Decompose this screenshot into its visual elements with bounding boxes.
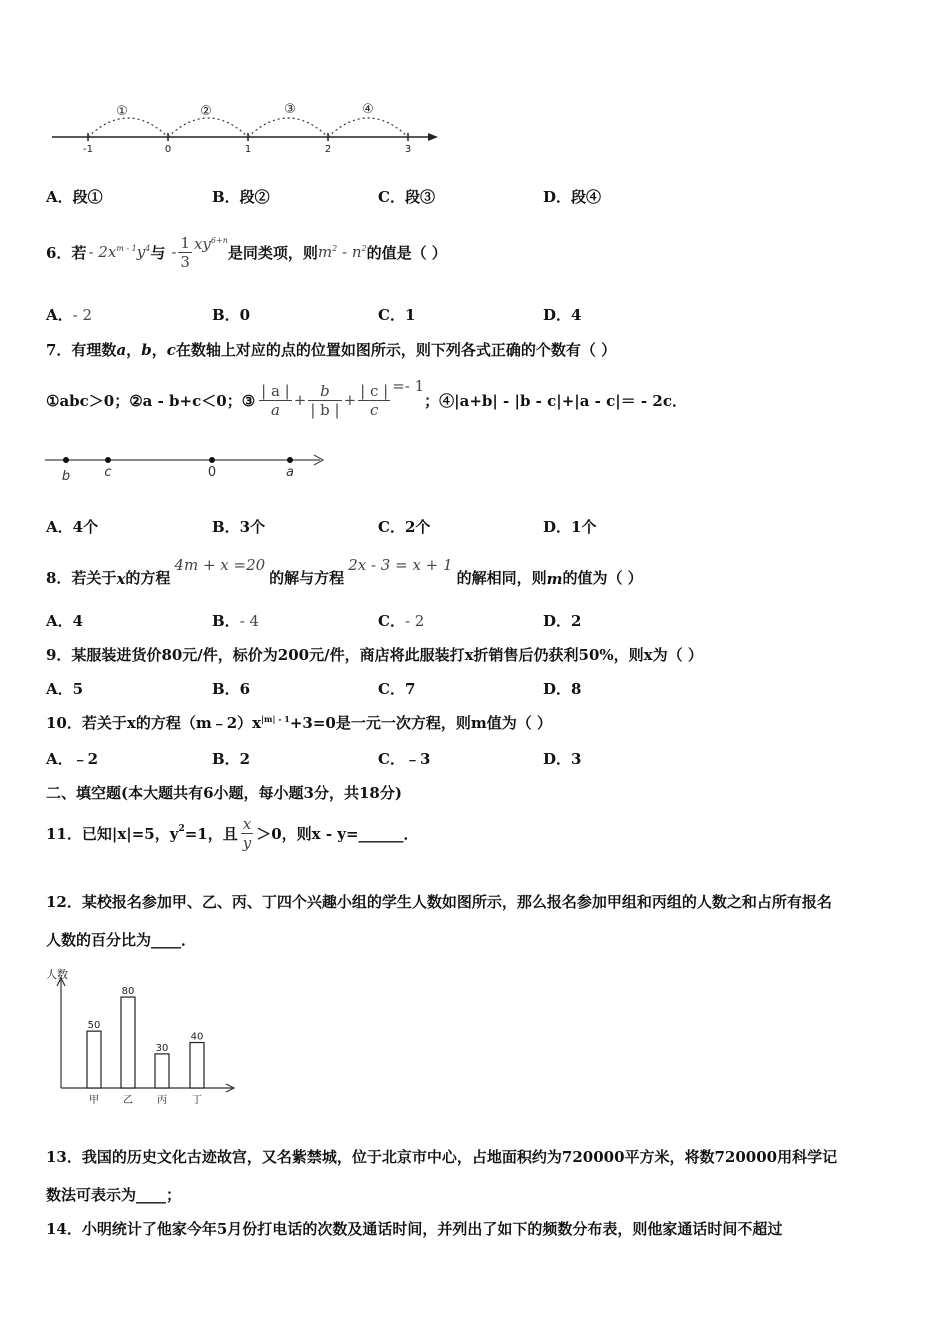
point-c xyxy=(105,457,111,463)
statements-1-3: ①abc＞0；②a - b+c＜0；③ xyxy=(46,391,256,410)
frac-2-denominator: | b | xyxy=(310,400,340,419)
tick-label: 1 xyxy=(244,144,252,155)
frac-1-denominator: a xyxy=(270,400,280,419)
frac-1-numerator: | a | xyxy=(261,381,290,400)
question-14-line-1: 14．小明统计了他家今年5月份打电话的次数及通话时间，并列出了如下的频数分布表，则他家通话时间不超过 xyxy=(46,1220,783,1238)
option-c: C．- 2 xyxy=(378,612,425,630)
expr-minus: - xyxy=(337,243,352,261)
bar-丁 xyxy=(190,1043,204,1088)
tick-label: 0 xyxy=(164,144,172,155)
option-b: B．段② xyxy=(212,188,270,206)
bar-丙 xyxy=(155,1054,169,1088)
question-13-line-2: 数法可表示为____； xyxy=(46,1186,182,1204)
exponent: |m| - 1 xyxy=(261,714,290,724)
question-7-statements xyxy=(46,370,687,430)
tick-label: -1 xyxy=(83,144,93,155)
segment-label: ③ xyxy=(284,102,296,117)
category-label: 乙 xyxy=(123,1095,133,1106)
question-7-stem: 7．有理数a，b，c在数轴上对应的点的位置如图所示，则下列各式正确的个数有（ ） xyxy=(46,341,617,359)
question-6-conjunction: 与 xyxy=(150,243,166,262)
fraction-numerator: 1 xyxy=(180,233,190,252)
option-c: C．7 xyxy=(378,680,416,698)
question-8: 8．若关于 x 的方程 4m + x =20 的解与方程 2x - 3 = x + 1 的解相同，则 m 的值为（ ） xyxy=(46,556,643,588)
bar-甲 xyxy=(87,1031,101,1088)
option-c: C．﹣3 xyxy=(378,750,431,768)
axis-arrow xyxy=(428,133,438,141)
option-a: A．5 xyxy=(46,680,84,698)
option-d: D．2 xyxy=(543,612,582,630)
option-b: B．3个 xyxy=(212,518,266,536)
question-6-prefix: 6．若 xyxy=(46,243,87,262)
category-label: 甲 xyxy=(89,1095,99,1106)
term-2: xy xyxy=(193,235,211,253)
question-9: 9．某服装进货价80元/件，标价为200元/件，商店将此服装打x折销售后仍获利50%，则x为（ ） xyxy=(46,646,703,664)
expr-m-exponent: 2 xyxy=(332,244,338,253)
statement-4: ；④|a+b| - |b - c|+|a - c|＝ - 2c． xyxy=(424,391,687,410)
option-b: B．6 xyxy=(212,680,251,698)
arc-4 xyxy=(328,118,408,137)
frac-3-denominator: c xyxy=(369,400,379,419)
fraction-denominator: 3 xyxy=(180,252,190,271)
equals-value: =- 1 xyxy=(392,377,425,395)
label-0: 0 xyxy=(207,465,217,480)
segment-label: ① xyxy=(116,104,128,119)
bar-value-label: 50 xyxy=(87,1020,101,1032)
segment-label: ④ xyxy=(362,102,374,117)
option-a: A．4个 xyxy=(46,518,99,536)
bar-value-label: 30 xyxy=(155,1042,169,1054)
question-6 xyxy=(46,222,447,282)
equation-1: 4m + x =20 xyxy=(174,556,266,574)
question-12-line-1: 12．某校报名参加甲、乙、丙、丁四个兴趣小组的学生人数如图所示，那么报名参加甲组和丙组的人数之和占所有报名 xyxy=(46,893,832,911)
option-d: D．1个 xyxy=(543,518,597,536)
term-1-y-exponent: 4 xyxy=(145,244,151,253)
abc-number-line-figure xyxy=(40,448,340,486)
option-d: D．3 xyxy=(543,750,582,768)
question-10: 10．若关于x的方程$(m﹣2)x^{|m| - 1}+3=0$是一元一次方程，则m值为（ ） xyxy=(46,714,552,732)
var-m: m xyxy=(546,570,563,588)
label-a: a xyxy=(286,465,294,480)
question-12-line-2: 人数的百分比为____． xyxy=(46,931,197,949)
option-d: D．4 xyxy=(543,306,582,324)
option-a: A．﹣2 xyxy=(46,750,99,768)
arc-1 xyxy=(88,118,168,137)
tick-label: 3 xyxy=(404,144,412,155)
point-0 xyxy=(209,457,215,463)
plus-sign: + xyxy=(293,391,307,409)
bar-value-label: 40 xyxy=(190,1031,204,1043)
segment-label: ② xyxy=(200,104,212,119)
option-b: B．0 xyxy=(212,306,251,324)
option-c: C．2个 xyxy=(378,518,431,536)
section-heading: 二、填空题(本大题共有6小题，每小题3分，共18分) xyxy=(46,784,402,802)
option-c: C．1 xyxy=(378,306,416,324)
option-b: B．- 4 xyxy=(212,612,260,630)
point-a xyxy=(287,457,293,463)
question-13-line-1: 13．我国的历史文化古迹故宫，又名紫禁城，位于北京市中心，占地面积约为720000平方米，将数720000用科学记 xyxy=(46,1148,838,1166)
fraction-denominator: y xyxy=(242,833,252,852)
arc-2 xyxy=(168,118,248,137)
group-count-bar-chart xyxy=(40,964,245,1109)
var-x: x xyxy=(116,570,126,588)
option-a: A．段① xyxy=(46,188,103,206)
term-1: - 2x xyxy=(88,243,117,261)
option-d: D．8 xyxy=(543,680,582,698)
y-axis-label: 人数 xyxy=(46,968,68,981)
segments-number-line-figure xyxy=(40,95,460,160)
exponent: 2 xyxy=(178,824,185,834)
term-1-y: y xyxy=(136,243,146,261)
term-2-exponent: 6+n xyxy=(210,236,228,245)
option-b-value: - 4 xyxy=(239,612,260,630)
bar-value-label: 80 xyxy=(121,986,135,998)
label-b: b xyxy=(61,469,71,484)
var-b: b xyxy=(141,341,152,359)
option-a-value: - 2 xyxy=(72,306,93,324)
category-label: 丙 xyxy=(157,1095,167,1106)
equation-2: 2x - 3 = x + 1 xyxy=(348,556,453,574)
fraction-numerator: x xyxy=(241,815,253,834)
frac-2-numerator: b xyxy=(308,382,341,401)
question-11: 11．已知|x|=5，y $^2$ =1，且 $\frac{x}{y}$ ＞0，则x - y=______． xyxy=(46,814,419,852)
option-c-value: - 2 xyxy=(404,612,425,630)
category-label: 丁 xyxy=(192,1095,202,1106)
var-a: a xyxy=(116,341,127,359)
point-b xyxy=(63,457,69,463)
option-d: D．段④ xyxy=(543,188,602,206)
arc-3 xyxy=(248,118,328,137)
plus-sign: + xyxy=(343,391,357,409)
option-a: A．4 xyxy=(46,612,84,630)
frac-3-numerator: | c | xyxy=(360,381,389,400)
question-6-suffix: 是同类项，则 xyxy=(227,243,318,262)
var-c: c xyxy=(166,341,176,359)
option-b: B．2 xyxy=(212,750,251,768)
option-c: C．段③ xyxy=(378,188,435,206)
label-c: c xyxy=(104,465,112,480)
tick-label: 2 xyxy=(324,144,332,155)
negative-sign: - xyxy=(171,243,177,261)
bar-乙 xyxy=(121,997,135,1088)
question-6-end: 的值是（ ） xyxy=(366,243,447,262)
term-1-exponent: m - 1 xyxy=(116,244,137,253)
expr-m: m xyxy=(317,243,333,261)
expr-n-exponent: 2 xyxy=(361,244,367,253)
option-a: A．- 2 xyxy=(46,306,93,324)
expr-n: n xyxy=(351,243,362,261)
